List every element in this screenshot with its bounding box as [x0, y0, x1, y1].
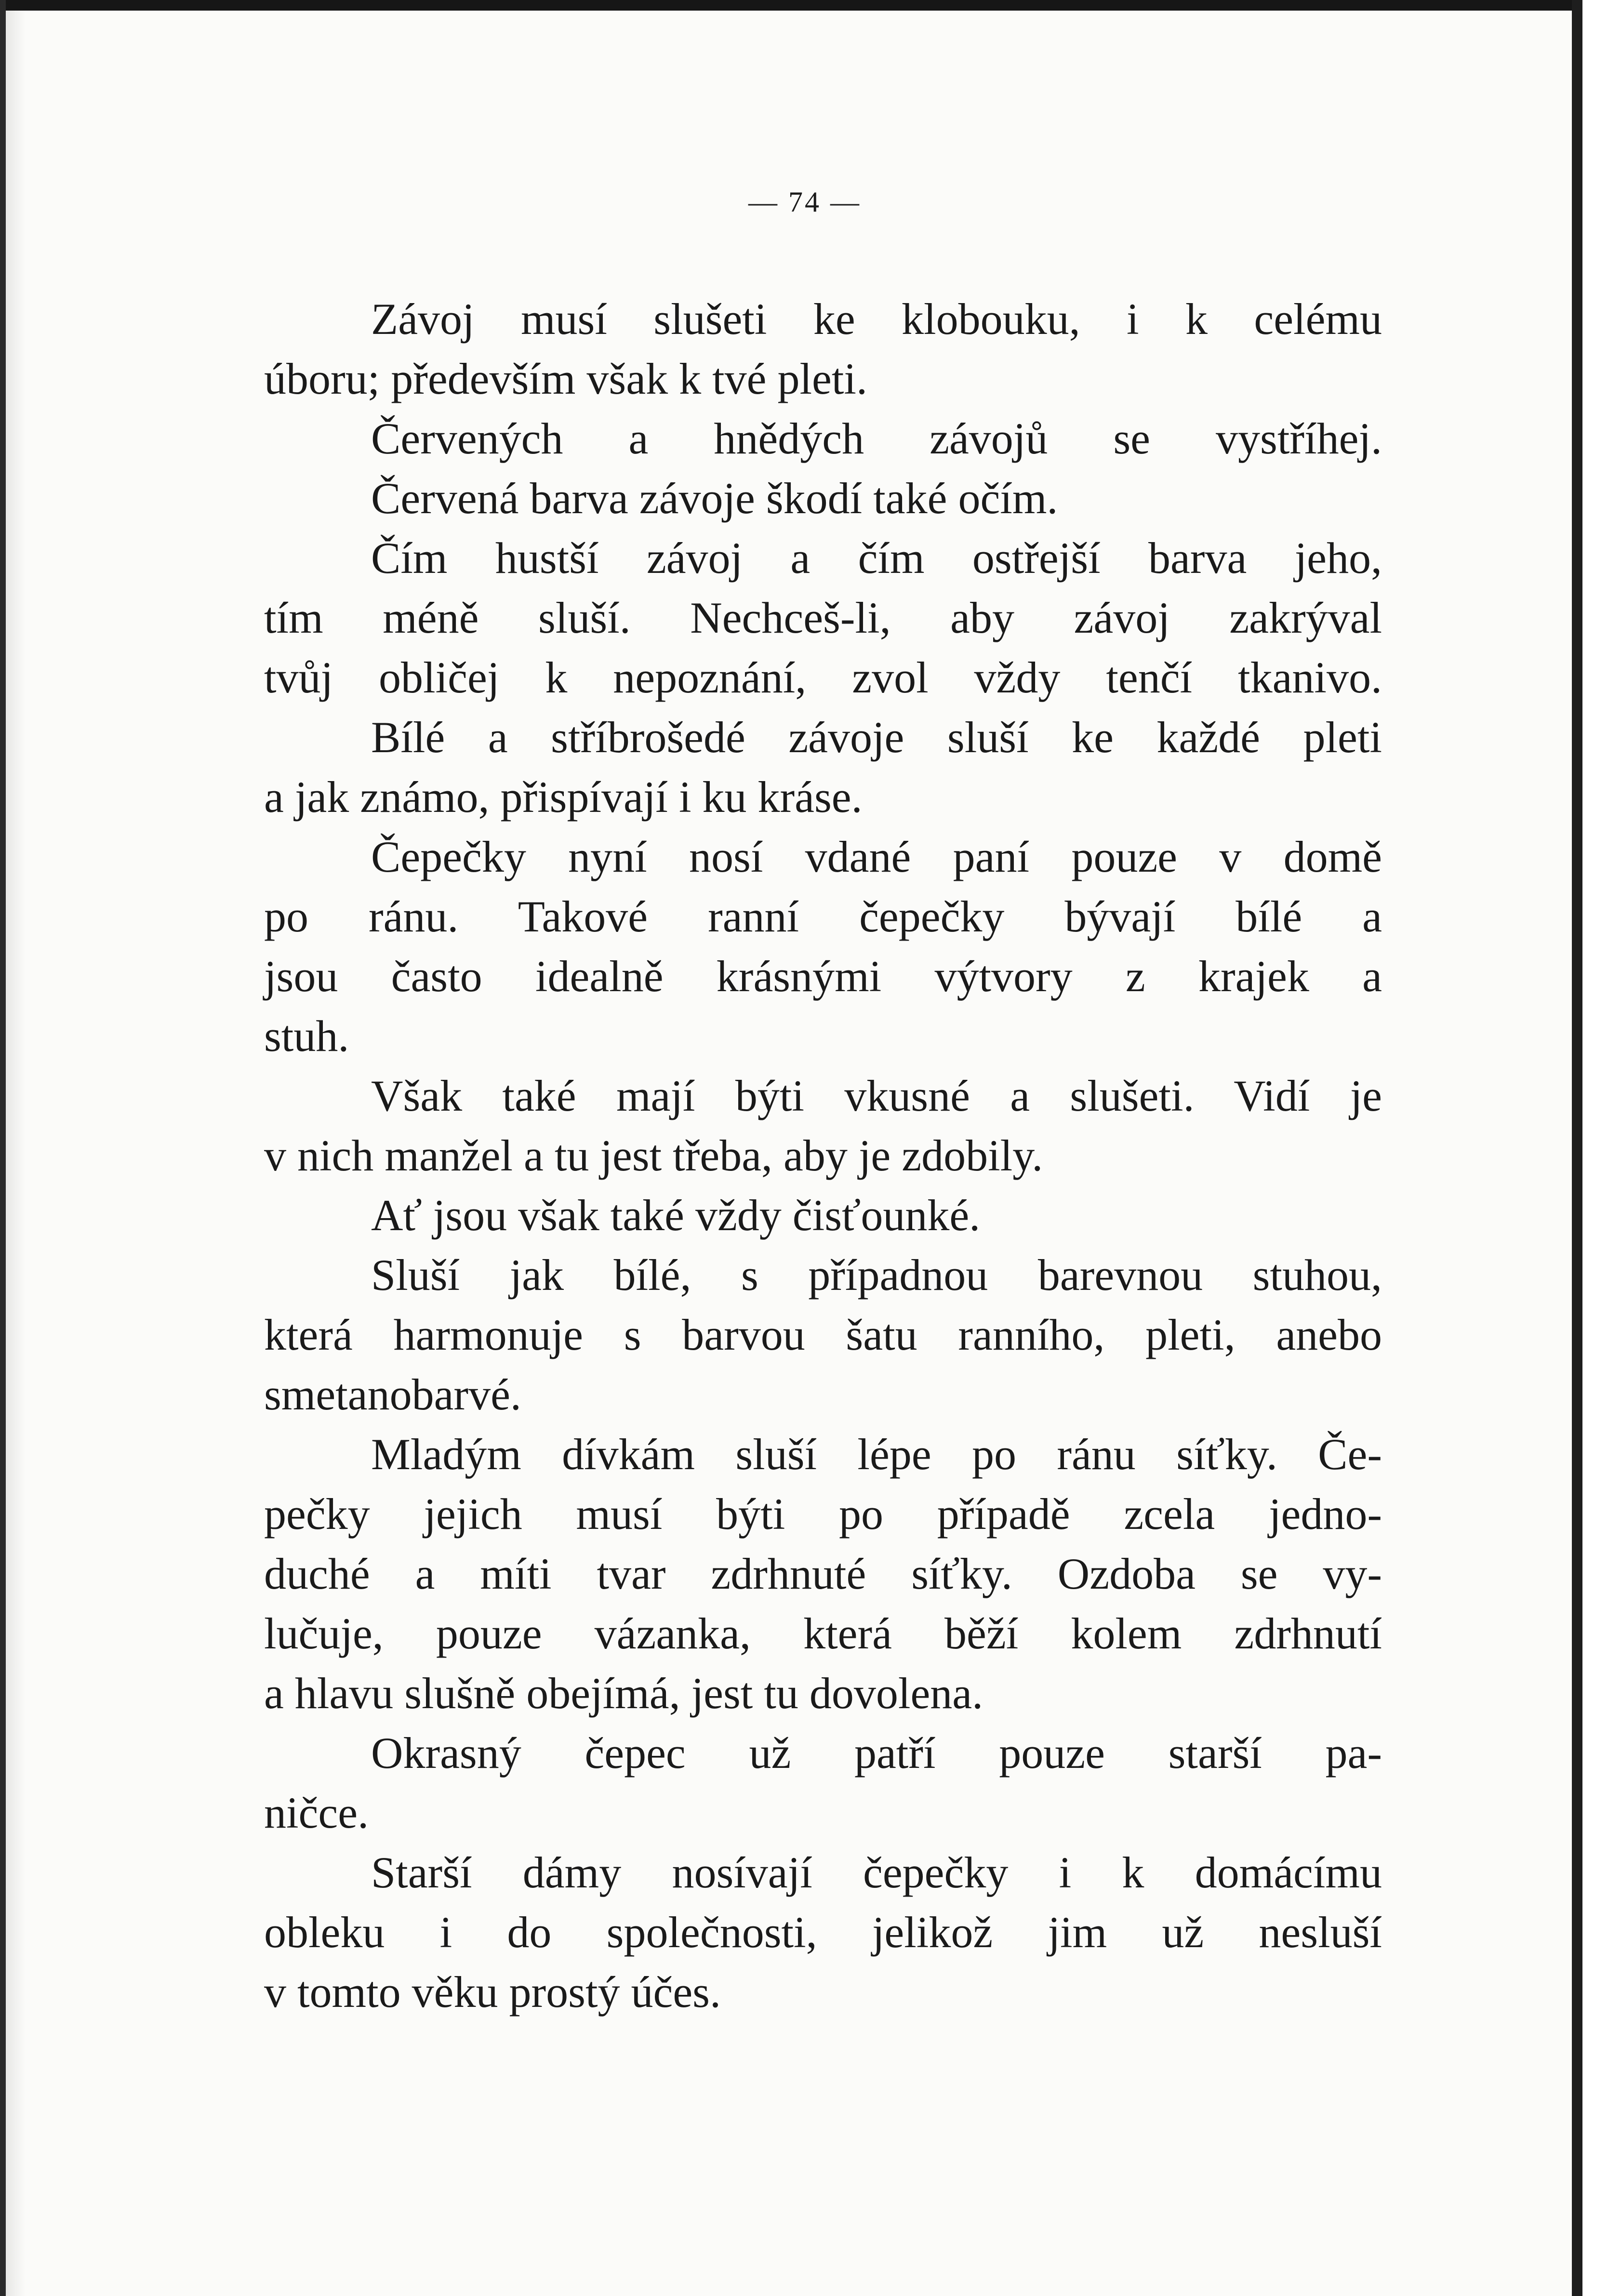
text-line: Čím hustší závoj a čím ostřejší barva jeho, — [371, 533, 1382, 583]
text-line: pečky jejich musí býti po případě zcela jedno- — [264, 1489, 1382, 1539]
text-line: Starší dámy nosívají čepečky i k domácímu — [371, 1848, 1382, 1897]
text-line: Okrasný čepec už patří pouze starší pa- — [371, 1728, 1382, 1778]
text-line: Bílé a stříbrošedé závoje sluší ke každé pleti — [371, 713, 1382, 762]
text-line: lučuje, pouze vázanka, která běží kolem zdrhnutí — [264, 1609, 1382, 1658]
text-line: a jak známo, přispívají i ku kráse. — [264, 772, 863, 822]
text-line: Mladým dívkám sluší lépe po ránu síťky. Če- — [371, 1430, 1382, 1479]
scan-top-edge — [0, 0, 1608, 11]
text-line: a hlavu slušně obejímá, jest tu dovolena. — [264, 1669, 983, 1718]
text-line: Čepečky nyní nosí vdané paní pouze v domě — [371, 832, 1382, 881]
text-line: obleku i do společnosti, jelikož jim už nesluší — [264, 1908, 1382, 1957]
text-line: tvůj obličej k nepoznání, zvol vždy tenčí tkanivo. — [264, 653, 1382, 702]
text-line: Závoj musí slušeti ke klobouku, i k celému — [371, 294, 1382, 344]
text-line: Ať jsou však také vždy čisťounké. — [371, 1191, 981, 1240]
text-line: úboru; především však k tvé pleti. — [264, 354, 867, 403]
body-text — [264, 289, 1382, 2022]
text-line: která harmonuje s barvou šatu ranního, pleti, anebo — [264, 1310, 1382, 1359]
text-line: Červená barva závoje škodí také očím. — [371, 474, 1058, 523]
text-line: tím méně sluší. Nechceš-li, aby závoj zakrýval — [264, 593, 1382, 642]
page-number: — 74 — — [748, 186, 861, 218]
text-line: smetanobarvé. — [264, 1370, 521, 1419]
page-shadow — [6, 11, 25, 2296]
text-line: Však také mají býti vkusné a slušeti. Vidí je — [371, 1071, 1382, 1120]
text-line: v tomto věku prostý účes. — [264, 1967, 721, 2017]
text-line: Sluší jak bílé, s případnou barevnou stuhou, — [371, 1250, 1382, 1300]
text-line: duché a míti tvar zdrhnuté síťky. Ozdoba se vy- — [264, 1549, 1382, 1598]
scan-left-edge — [0, 0, 6, 2296]
text-line: v nich manžel a tu jest třeba, aby je zdobily. — [264, 1131, 1043, 1180]
text-line: po ránu. Takové ranní čepečky bývají bílé a — [264, 892, 1382, 941]
text-line: Červených a hnědých závojů se vystříhej. — [371, 414, 1382, 463]
text-line: jsou často idealně krásnými výtvory z krajek a — [264, 952, 1382, 1001]
text-line: ničce. — [264, 1788, 369, 1837]
text-line: stuh. — [264, 1011, 349, 1061]
scan-right-edge — [1572, 0, 1582, 2296]
